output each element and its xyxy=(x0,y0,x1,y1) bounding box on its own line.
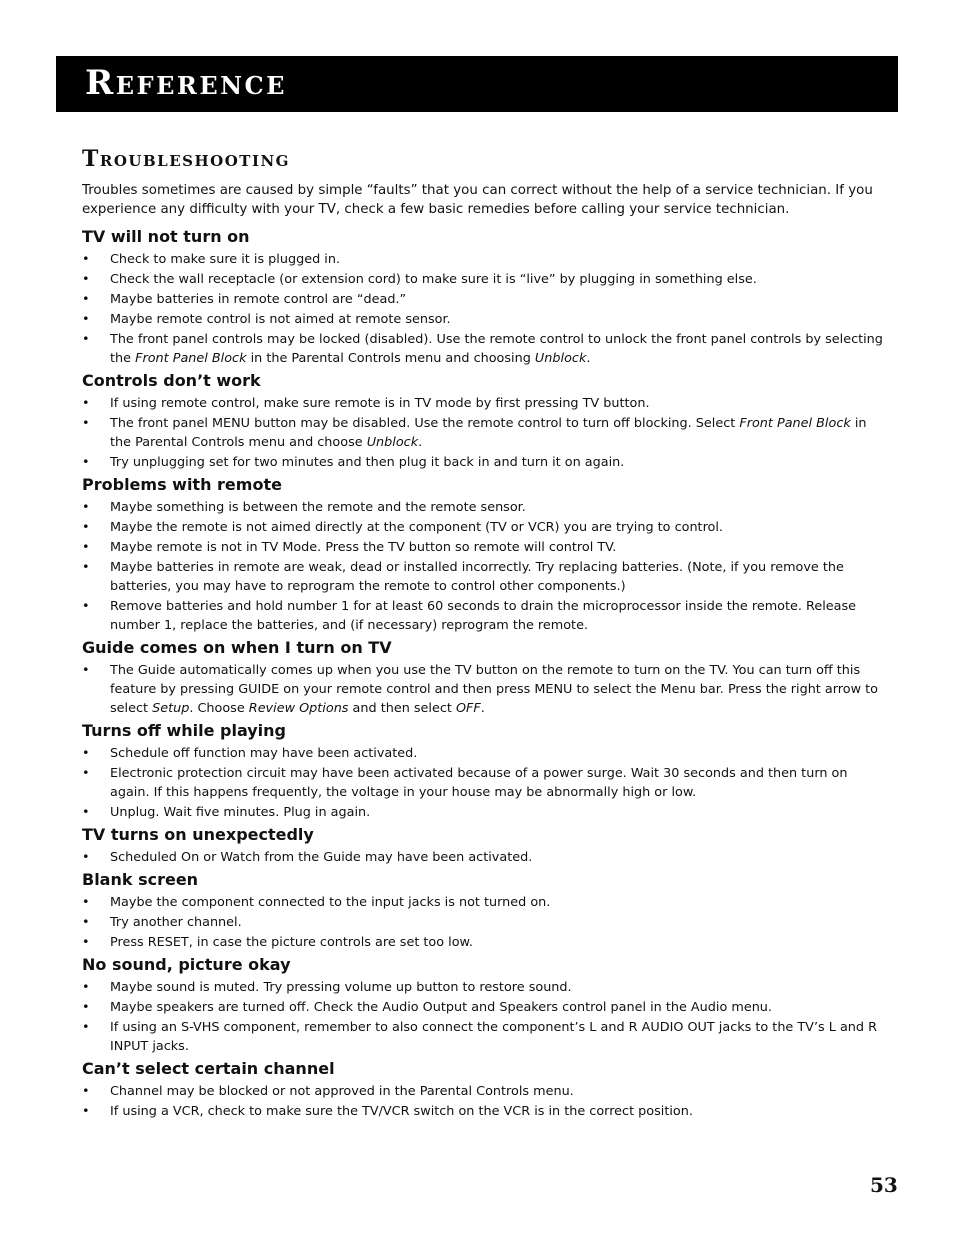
bullet-icon: • xyxy=(82,766,90,781)
emphasized-term: Unblock xyxy=(366,435,419,450)
bullet-icon: • xyxy=(82,416,90,431)
topic-heading: Controls don’t work xyxy=(82,371,261,390)
bullet-icon: • xyxy=(82,663,90,678)
emphasized-term: OFF xyxy=(455,701,481,716)
troubleshooting-content xyxy=(82,181,888,1124)
bullet-list xyxy=(82,848,888,867)
bullet-icon: • xyxy=(82,560,90,575)
topic-section xyxy=(82,825,888,867)
list-item: • Try unplugging set for two minutes and then plug it back in and turn it on again. xyxy=(82,455,625,470)
topic-heading: Guide comes on when I turn on TV xyxy=(82,638,392,657)
topic-section xyxy=(82,1059,888,1121)
bullet-icon: • xyxy=(82,252,90,267)
list-item: • Maybe sound is muted. Try pressing volume up button to restore sound. xyxy=(82,980,572,995)
topic-section xyxy=(82,870,888,952)
list-item: • If using remote control, make sure remote is in TV mode by first pressing TV button. xyxy=(82,396,650,411)
list-item: • The Guide automatically comes up when you use the TV button on the remote to turn on the TV. You can turn off this feature by pressing GUIDE on your remote control and then press MENU to select the Menu bar. Press the right arrow to select Setup. Choose Review Options and then select OFF. xyxy=(82,663,878,716)
bullet-icon: • xyxy=(82,292,90,307)
list-item: • Maybe speakers are turned off. Check the Audio Output and Speakers control panel in the Audio menu. xyxy=(82,1000,772,1015)
topic-heading: TV turns on unexpectedly xyxy=(82,825,314,844)
bullet-icon: • xyxy=(82,1084,90,1099)
list-item: • Maybe the component connected to the input jacks is not turned on. xyxy=(82,895,551,910)
list-item: • Press RESET, in case the picture controls are set too low. xyxy=(82,935,473,950)
bullet-icon: • xyxy=(82,1104,90,1119)
bullet-icon: • xyxy=(82,455,90,470)
topic-list xyxy=(82,227,888,1121)
list-item: • Check to make sure it is plugged in. xyxy=(82,252,341,267)
topic-section xyxy=(82,371,888,472)
topic-heading: Problems with remote xyxy=(82,475,282,494)
list-item: • Schedule off function may have been activated. xyxy=(82,746,418,761)
bullet-icon: • xyxy=(82,520,90,535)
topic-section xyxy=(82,638,888,718)
list-item: • Unplug. Wait five minutes. Plug in again. xyxy=(82,805,371,820)
bullet-icon: • xyxy=(82,312,90,327)
bullet-icon: • xyxy=(82,1000,90,1015)
bullet-list xyxy=(82,978,888,1056)
bullet-icon: • xyxy=(82,980,90,995)
list-item: • Check the wall receptacle (or extension cord) to make sure it is “live” by plugging in something else. xyxy=(82,272,757,287)
bullet-list xyxy=(82,893,888,952)
list-item: • If using a VCR, check to make sure the TV/VCR switch on the VCR is in the correct position. xyxy=(82,1104,693,1119)
bullet-icon: • xyxy=(82,272,90,287)
topic-section xyxy=(82,955,888,1056)
bullet-list xyxy=(82,394,888,472)
bullet-list xyxy=(82,744,888,822)
header-banner xyxy=(56,56,898,112)
topic-heading: Turns off while playing xyxy=(82,721,287,740)
bullet-icon: • xyxy=(82,599,90,614)
emphasized-term: Review Options xyxy=(248,701,349,716)
emphasized-term: Front Panel Block xyxy=(135,351,247,366)
topic-section xyxy=(82,721,888,822)
list-item: • Remove batteries and hold number 1 for at least 60 seconds to drain the microprocessor inside the remote. Release number 1, replace the batteries, and (if necessary) reprogram the remote. xyxy=(82,599,857,633)
bullet-icon: • xyxy=(82,746,90,761)
bullet-icon: • xyxy=(82,396,90,411)
bullet-icon: • xyxy=(82,935,90,950)
page-title: Reference xyxy=(85,63,287,103)
list-item: • Channel may be blocked or not approved in the Parental Controls menu. xyxy=(82,1084,574,1099)
list-item: • Maybe batteries in remote control are “dead.” xyxy=(82,292,407,307)
bullet-list xyxy=(82,250,888,368)
bullet-list xyxy=(82,661,888,718)
bullet-icon: • xyxy=(82,500,90,515)
emphasized-term: Setup xyxy=(152,701,190,716)
topic-section xyxy=(82,475,888,635)
list-item: • Try another channel. xyxy=(82,915,242,930)
list-item: • Maybe remote is not in TV Mode. Press the TV button so remote will control TV. xyxy=(82,540,617,555)
list-item: • Maybe batteries in remote are weak, dead or installed incorrectly. Try replacing batteries. (Note, if you remove the batteries, you may have to reprogram the remote to control other components.) xyxy=(82,560,844,594)
bullet-list xyxy=(82,1082,888,1121)
topic-heading: TV will not turn on xyxy=(82,227,250,246)
page-number: 53 xyxy=(870,1173,898,1197)
bullet-icon: • xyxy=(82,805,90,820)
topic-section xyxy=(82,227,888,368)
topic-heading: Blank screen xyxy=(82,870,199,889)
emphasized-term: Unblock xyxy=(534,351,587,366)
bullet-icon: • xyxy=(82,895,90,910)
intro-paragraph: Troubles sometimes are caused by simple “faults” that you can correct without the help of a service technician. If you experience any difficulty with your TV, check a few basic remedies before calling your service technician. xyxy=(82,183,873,217)
bullet-icon: • xyxy=(82,915,90,930)
list-item: • The front panel MENU button may be disabled. Use the remote control to turn off blocking. Select Front Panel Block in the Parental Controls menu and choose Unblock. xyxy=(82,416,867,450)
list-item: • Scheduled On or Watch from the Guide may have been activated. xyxy=(82,850,533,865)
list-item: • Maybe the remote is not aimed directly at the component (TV or VCR) you are trying to control. xyxy=(82,520,724,535)
bullet-icon: • xyxy=(82,332,90,347)
topic-heading: Can’t select certain channel xyxy=(82,1059,335,1078)
bullet-icon: • xyxy=(82,850,90,865)
bullet-icon: • xyxy=(82,1020,90,1035)
emphasized-term: Front Panel Block xyxy=(739,416,851,431)
section-title: Troubleshooting xyxy=(82,146,290,172)
topic-heading: No sound, picture okay xyxy=(82,955,291,974)
list-item: • The front panel controls may be locked (disabled). Use the remote control to unlock the front panel controls by selecting the Front Panel Block in the Parental Controls menu and choosing Unblock. xyxy=(82,332,883,366)
list-item: • Maybe remote control is not aimed at remote sensor. xyxy=(82,312,451,327)
list-item: • Electronic protection circuit may have been activated because of a power surge. Wait 30 seconds and then turn on again. If this happens frequently, the voltage in your house may be abnormally high or low. xyxy=(82,766,848,800)
list-item: • If using an S-VHS component, remember to also connect the component’s L and R AUDIO OUT jacks to the TV’s L and R INPUT jacks. xyxy=(82,1020,877,1054)
bullet-icon: • xyxy=(82,540,90,555)
list-item: • Maybe something is between the remote and the remote sensor. xyxy=(82,500,526,515)
bullet-list xyxy=(82,498,888,635)
